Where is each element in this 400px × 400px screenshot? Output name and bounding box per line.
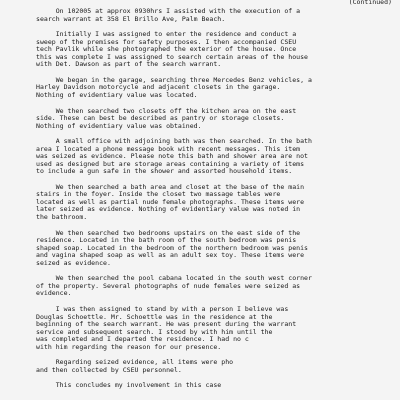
report-paragraph (36, 382, 388, 390)
text-line: service and subsequent search. I stood by with him until the (36, 327, 273, 336)
text-line: used as designed but are storage areas containing a variety of items (36, 159, 305, 168)
text-line: to include a gun safe in the shower and assorted household items. (36, 167, 293, 176)
text-line: sweep of the premises for safety purposes. I then accompanied CSEU (36, 37, 297, 46)
report-paragraph (36, 108, 388, 131)
report-paragraph (36, 275, 388, 298)
text-line: This concludes my involvement in this case (36, 381, 222, 390)
text-line: Douglas Schoettle. Mr. Schoettle was in the residence at the (36, 312, 273, 321)
text-line: search warrant at 358 El Brillo Ave, Palm Beach. (36, 14, 226, 23)
text-line: We then searched two bedrooms upstairs on the east side of the (36, 228, 301, 237)
text-line: We began in the garage, searching three Mercedes Benz vehicles, a (36, 75, 312, 84)
text-line: evidence. (36, 289, 72, 298)
text-line: Regarding seized evidence, all items were pho (36, 358, 234, 367)
report-paragraph (36, 138, 388, 176)
text-line: We then searched the pool cabana located in the south west corner (36, 274, 312, 283)
report-paragraph (36, 31, 388, 69)
text-line: Harley Davidson motorcycle and adjacent closets in the garage. (36, 83, 281, 92)
report-paragraph (36, 230, 388, 268)
text-line: Initially I was assigned to enter the residence and conduct a (36, 30, 297, 39)
text-line: We then searched a bath area and closet at the base of the main (36, 182, 305, 191)
text-line: area I located a phone message book with recent messages. This item (36, 144, 301, 153)
text-line: of the property. Several photographs of nude females were seized as (36, 281, 301, 290)
text-line: and then collected by CSEU personnel. (36, 365, 182, 374)
text-line: with Det. Dawson as part of the search warrant. (36, 60, 222, 69)
report-paragraph (36, 184, 388, 222)
report-paragraph (36, 8, 388, 23)
text-line: residence. Located in the bath room of the south bedroom was penis (36, 236, 297, 245)
report-paragraph (36, 77, 388, 100)
text-line: seized as evidence. (36, 258, 111, 267)
text-line: with him regarding the reason for our presence. (36, 342, 222, 351)
text-line: this was complete I was assigned to search certain areas of the house (36, 52, 308, 61)
text-line: the bathroom. (36, 212, 88, 221)
text-line: was seized as evidence. Please note this bath and shower area are not (36, 152, 308, 161)
text-line: located as well as partial nude female photographs. These items were (36, 197, 305, 206)
text-line: tech Pavlik while she photographed the exterior of the house. Once (36, 45, 297, 54)
text-line: side. These can best be described as pantry or storage closets. (36, 114, 285, 123)
text-line: and vagina shaped soap as well as an adult sex toy. These items were (36, 251, 305, 260)
text-line: On 102005 at approx 0930hrs I assisted with the execution of a (36, 7, 301, 15)
text-line: stairs in the foyer. Inside the closet two massage tables were (36, 190, 281, 199)
text-line: A small office with adjoining bath was then searched. In the bath (36, 137, 312, 146)
report-body (36, 8, 388, 398)
text-line: Nothing of evidentiary value was located. (36, 90, 198, 99)
text-line: beginning of the search warrant. He was present during the warrant (36, 320, 297, 328)
text-line: We then searched two closets off the kitchen area on the east (36, 106, 297, 115)
text-line: Nothing of evidentiary value was obtained. (36, 121, 202, 130)
text-line: later seized as evidence. Nothing of evidentiary value was noted in (36, 205, 301, 214)
text-line: I was then assigned to stand by with a person I believe was (36, 305, 289, 313)
continued-label: (Continued) (348, 0, 392, 6)
text-line: was completed and I departed the residence. I had no c (36, 335, 249, 343)
text-line: shaped soap. Located in the bedroom of the northern bedroom was penis (36, 243, 308, 252)
report-paragraph (36, 359, 388, 374)
report-paragraph (36, 306, 388, 351)
